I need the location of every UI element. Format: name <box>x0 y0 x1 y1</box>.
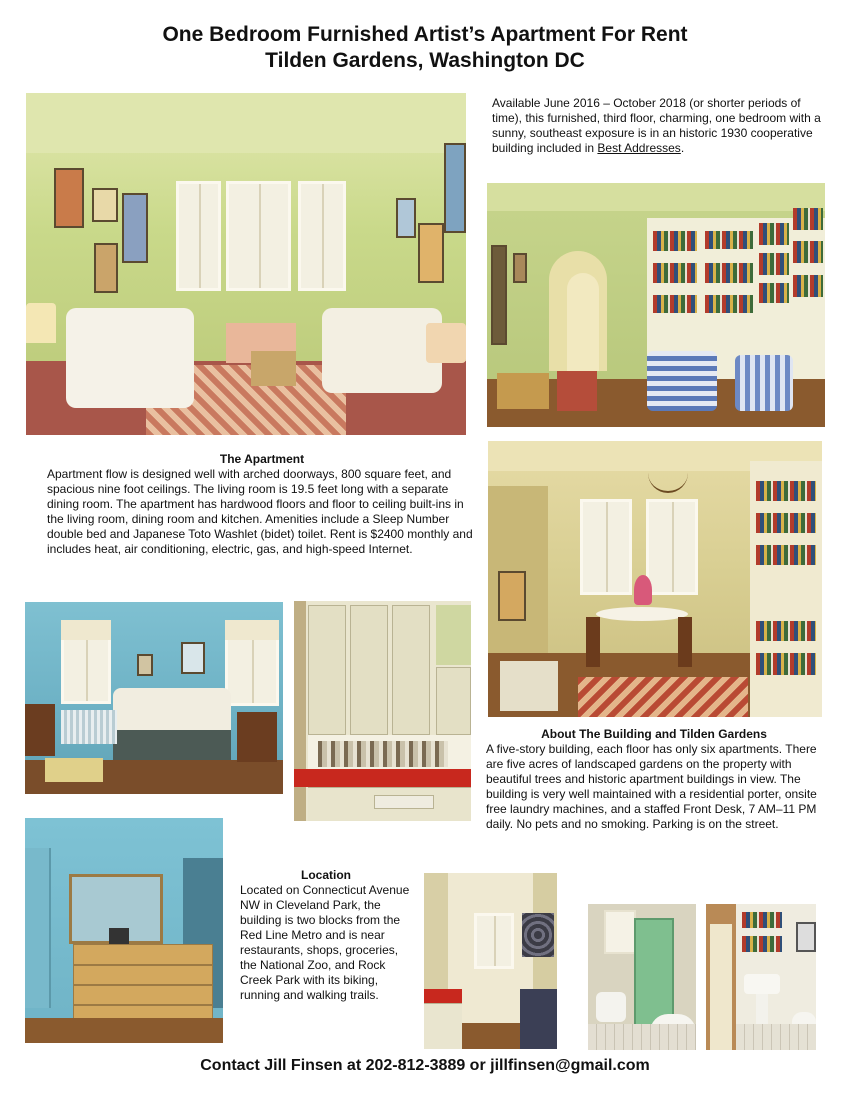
living-room-photo <box>26 93 466 435</box>
apartment-section <box>47 452 477 557</box>
apartment-heading: The Apartment <box>219 452 305 466</box>
dining-room-photo <box>488 441 822 717</box>
building-heading: About The Building and Tilden Gardens <box>541 727 767 741</box>
bookshelf-hallway-photo <box>487 183 825 427</box>
intro-text: Available June 2016 – October 2018 (or shorter periods of time), this furnished, third floor, charming, one bedroom with a sunny, southeast exposure is in an historic 1930 cooperative building included in <box>492 96 821 155</box>
apartment-description: Apartment flow is designed well with arched doorways, 800 square feet, and spacious nine foot ceilings. The living room is 19.5 feet long with a separate dining room. The apartment has hardwood floors and floor to ceiling built-ins in the living room, dining room and kitchen. Amenities include a Sleep Number double bed and Japanese Toto Washlet (bidet) toilet. Rent is $2400 monthly and includes heat, air conditioning, electric, gas, and high-speed Internet. <box>47 467 473 556</box>
building-description: A five-story building, each floor has only six apartments. There are five acres of landscaped gardens on the property with beautiful trees and historic apartment buildings in view. The building is very well maintained with a residential porter, onsite free laundry machines, and a staffed Front Desk, 7 AM–11 PM daily. No pets and no smoking. Parking is on the street. <box>486 742 817 831</box>
location-heading: Location <box>301 868 351 882</box>
dresser-photo <box>25 818 223 1043</box>
intro-paragraph <box>492 96 822 156</box>
building-section <box>486 727 822 832</box>
location-section <box>240 868 412 1003</box>
contact-footer: Contact Jill Finsen at 202-812-3889 or jillfinsen@gmail.com <box>200 1057 650 1074</box>
best-addresses-link[interactable]: Best Addresses <box>597 141 681 155</box>
location-description: Located on Connecticut Avenue NW in Cleveland Park, the building is two blocks from the Red Line Metro and is near restaurants, shops, groceries, the National Zoo, and Rock Creek Park with its biking, running and walking trails. <box>240 883 410 1002</box>
kitchen-galley-photo <box>424 873 557 1049</box>
intro-text-end: . <box>680 141 685 155</box>
page-subtitle: Tilden Gardens, Washington DC <box>265 49 585 72</box>
bedroom-photo <box>25 602 283 794</box>
kitchen-cabinets-photo <box>294 601 471 821</box>
page-title: One Bedroom Furnished Artist’s Apartment For Rent <box>162 23 688 46</box>
bathroom-door-photo <box>588 904 696 1050</box>
bathroom-sink-photo <box>706 904 816 1050</box>
